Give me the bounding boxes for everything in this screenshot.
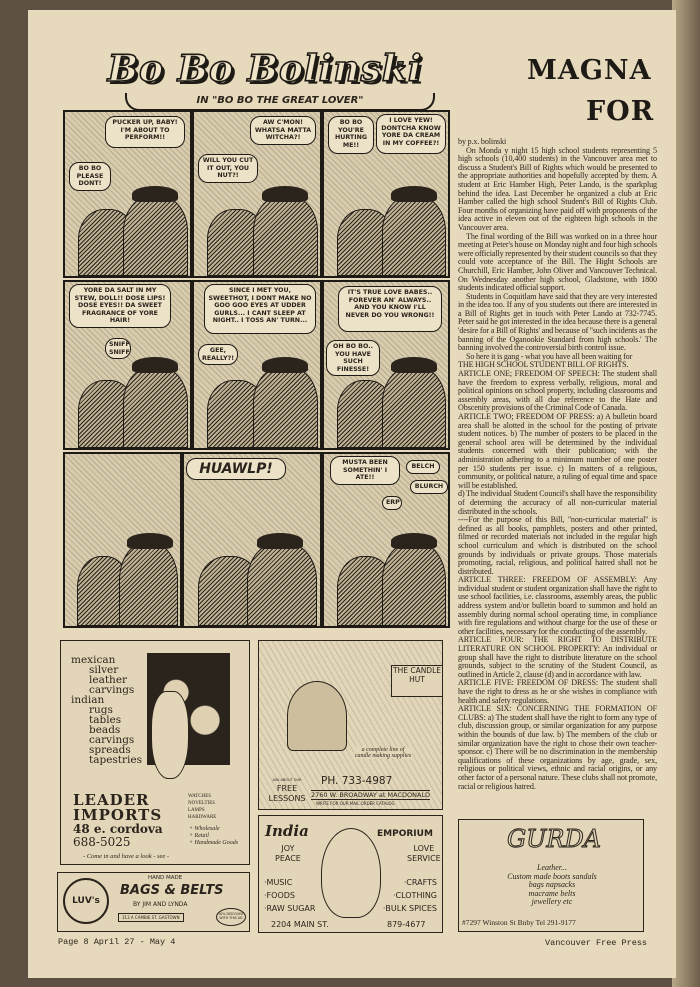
extra-item: NOVELTIES	[188, 801, 216, 806]
comic-subtitle: IN "BO BO THE GREAT LOVER"	[125, 93, 435, 111]
hat-icon	[132, 186, 178, 202]
luv-top: HAND MADE	[148, 875, 183, 881]
speech-bubble: PUCKER UP, BABY! I'M ABOUT TO PERFORM!!	[105, 116, 185, 148]
character-figure	[253, 366, 318, 448]
speech-bubble: IT'S TRUE LOVE BABES.. FOREVER AN' ALWAYS.. AND YOU KNOW I'LL NEVER DO YOU WRONG!!	[338, 286, 442, 332]
list-item: rugs	[89, 704, 113, 716]
india-phone: 879-4677	[387, 920, 426, 929]
india-item: ·FOODS	[264, 891, 295, 900]
india-items-left	[264, 876, 315, 915]
leader-phone: 688-5025	[73, 835, 131, 849]
character-figure	[382, 195, 446, 276]
india-item: ·CRAFTS	[403, 878, 437, 887]
services-list	[189, 826, 249, 847]
speech-bubble: OH BO BO.. YOU HAVE SUCH FINESSE!	[326, 340, 380, 376]
gurda-name: GURDA	[506, 825, 602, 853]
article-three: ARTICLE THREE: FREEDOM OF ASSEMBLY: Any individual student or student organization shall have the right to use school facilities, i.e. classrooms, assembly areas, the public address system and/or bulletin board to summon and hold an assembly during normal school operating time, in compliance with fire regulations and without charge for the use of these or other facilities, necessary for the conducting of the assembly.	[458, 575, 657, 636]
page-footer-left: Page 8 April 27 - May 4	[58, 937, 176, 947]
speech-bubble: AW C'MON! WHATSA MATTA WITCHA?!	[250, 116, 316, 145]
byline: by p.x. bolinski	[458, 137, 507, 146]
character-figure	[123, 366, 188, 448]
comic-panel	[63, 452, 182, 628]
india-address: 2204 MAIN ST.	[271, 920, 329, 929]
article	[458, 138, 657, 791]
comic-panel	[182, 452, 322, 628]
luv-address: 313 A CAMBIE ST. GASTOWN	[118, 913, 184, 922]
leader-address: 48 e. cordova	[73, 822, 163, 836]
comic-panel	[192, 280, 322, 450]
page-footer-right: Vancouver Free Press	[545, 938, 648, 948]
india-left-words	[275, 844, 301, 864]
comic-panel	[192, 110, 322, 278]
article-two: ARTICLE TWO; FREEDOM OF PRESS: a) A bulletin board area shall be alotted in the school for the posting of private student notices. b) The number of posters to be placed in the general school area will be determined by the individual students concerned with their publication; with the administration adhering to a minimum number of one poster per 150 students per issue. c) In matters of a religious, community, or political nature, a ruling of equal time and space will be established.	[458, 412, 657, 490]
comic-panel	[322, 452, 450, 628]
candle-catalog: WRITE FOR OUR MAIL ORDER CATALOG	[316, 801, 395, 806]
speech-bubble: GEE, REALLY?!	[198, 344, 238, 365]
luv-logo: LUV's	[63, 878, 109, 924]
speech-bubble: I LOVE YEW! DONTCHA KNOW YORE DA CREAM IN MY COFFEE?!	[376, 114, 446, 154]
india-item: ·RAW SUGAR	[264, 904, 316, 913]
speech-bubble: BELCH	[406, 460, 440, 474]
page-edge	[672, 0, 700, 987]
list-item: carvings	[89, 734, 135, 746]
character-figure	[119, 542, 179, 626]
article-paragraph: On Monda y night 15 high school students representing 5 high schools (10,400 students) in the Vancouver area met to discuss a Student's Bill of Rights which would be presented to the appropriate authorities and hopefully accepted by them. A student at Eric Hamber High, Peter Lando, is the sparkplug behind the idea. Last December he organized a club at Eric Hamber called the high school Student's Bill of Rights Club. Four months of organizing have paid off with proponents of the idea active in eleven out of the eighteen high schools in the Vancouver area.	[458, 145, 657, 232]
speech-bubble: ERP	[382, 496, 402, 510]
list-item: spreads	[89, 744, 131, 756]
hat-icon	[262, 186, 308, 202]
hat-icon	[391, 186, 437, 202]
luv-discount: 10% DISCOUNT WITH THIS AD	[216, 908, 246, 926]
candle-tagline: a complete line of candle making supplies	[354, 747, 412, 759]
speech-bubble: BO BO YOU'RE HURTING ME!!	[328, 116, 374, 154]
candle-hut-sign: THE CANDLE HUT	[391, 665, 443, 697]
candle-phone: PH. 733-4987	[321, 775, 393, 787]
hat-icon	[127, 533, 173, 549]
lotus-image	[321, 828, 381, 918]
speech-bubble: SINCE I MET YOU, SWEETHOT, I DONT MAKE NO GOO GOO EYES AT UDDER GURLS... I CANT SLEEP AT NIGHT.. I TOSS AN' TURN...	[204, 284, 316, 334]
india-item: ·CLOTHING	[392, 891, 437, 900]
comic-title: Bo Bo Bolinski	[107, 48, 423, 90]
gurda-line: Leather...	[537, 863, 567, 872]
india-item: ·MUSIC	[264, 878, 293, 887]
extra-item: LAMPS	[188, 808, 205, 813]
hat-icon	[391, 357, 437, 373]
leader-name: IMPORTS	[73, 806, 163, 824]
character-figure	[123, 195, 188, 276]
headline-line2: FOR	[586, 96, 655, 127]
speech-bubble: SNIFF SNIFF	[105, 338, 131, 359]
speech-bubble: YORE DA SALT IN MY STEW, DOLL!! DOSE LIPS! DOSE EYES!! DA SWEET FRAGRANCE OF YORE HAIR!	[69, 284, 171, 328]
extra-item: HARDWARE	[188, 815, 217, 820]
tree-house-image	[287, 681, 347, 751]
headline-line1: MAGNA	[527, 55, 652, 86]
india-items-right	[383, 876, 437, 915]
article-two-d: d) The individual Student Council's shall have the responsibility of determing the accuracy of all non-curricular material distributed in the schools.	[458, 489, 657, 516]
ask-label: ASK ABOUT OUR	[272, 778, 302, 782]
hat-icon	[262, 357, 308, 373]
hat-icon	[257, 533, 303, 549]
service-item: + Handmade Goods	[189, 840, 239, 846]
article-six: ARTICLE SIX: CONCERNING THE FORMATION OF CLUBS: a) The student shall have the right to form any type of club, discussion group, or similar organization for any purpose within the bounds of due law. b) The members of the club or similar organization have the right to chose their own teacher-sponsor. c) There will be no discrimination in the membership qualifications of these organizations by age, grade, sex, religious or political views, ethnic and racial origins, or any other factor of a personal nature. These clubs shall not promote, racial or religious hatred.	[458, 704, 657, 791]
article-five: ARTICLE FIVE: FREEDOM OF DRESS: The student shall have the right to dress as he or she wishes in compliance with health and safety regulations.	[458, 678, 657, 705]
service-item: + Retail	[189, 833, 209, 839]
india-word: PEACE	[275, 854, 301, 863]
speech-bubble: MUSTA BEEN SOMETHIN' I ATE!!	[330, 456, 400, 485]
article-paragraph: Students in Coquitlam have said that they are very interested in the idea too. If any of you students out there are interested in a Bill of Rights get in touch with Peter Lando at 732-7745. Peter said he got interested in the idea because there is a general 'desire for a Bill of Rights' and because of ''such incidents as the banning of the Oganookie Standard from high schools.' The banning involved the controversial birth control issue.	[458, 291, 657, 353]
article-one: ARTICLE ONE; FREEDOM OF SPEECH: The student shall have the freedom to express verbally, religious, moral and political opinions on school property, including classrooms and assembly areas, with all due reference to the Hate and Obscenity provisions of the Criminal Code of Canada.	[458, 369, 657, 413]
comic-panel	[63, 280, 192, 450]
luv-by: BY JIM AND LYNDA	[133, 901, 188, 908]
comic-panel	[322, 110, 450, 278]
list	[71, 665, 142, 695]
leader-name: LEADER	[73, 791, 150, 809]
article-paragraph: The final wording of the Bill was worked on in a three hour meeting at Peter's house on Monday night and four high schools were officially represented by their student councils so that they could vote acceptance of the Bill. The Hight Schools are Churchill, Eric Hamber, John Oliver and Vancouver Technical. On Wednesday another high school, Gladstone, with 1800 students indicated official support.	[458, 231, 657, 293]
article-four: ARTICLE FOUR: THE RIGHT TO DISTRIBUTE LITERATURE ON SCHOOL PROPERTY: An individual or group shall have the right to distribute literature on the school grounds, subject to the scrutiny of the Student Council, as outlined in Article 2, clause (d) and in accordance with law.	[458, 635, 657, 679]
india-name: India	[265, 822, 309, 840]
character-figure	[382, 366, 446, 448]
speech-bubble: BLURCH	[410, 480, 448, 494]
gurda-line: jewellery etc	[531, 897, 573, 906]
character-figure	[247, 542, 317, 626]
speech-bubble: WILL YOU CUT IT OUT, YOU NUT?!	[198, 154, 258, 183]
list-item: carvings	[89, 684, 135, 696]
list-head: indian	[71, 694, 105, 706]
gurda-line: Custom made boots sandals	[507, 871, 597, 881]
hat-icon	[132, 357, 178, 373]
gurda-line: bags napsacks	[528, 880, 576, 889]
list-item: silver	[89, 664, 119, 676]
leader-imports-ad	[60, 640, 250, 865]
list-item: tapestries	[89, 754, 143, 766]
hat-icon	[391, 533, 437, 549]
list	[71, 705, 142, 765]
bill-title: THE HIGH SCHOOL STUDENT BILL OF RIGHTS.	[458, 360, 629, 370]
extra-item: WATCHES	[188, 794, 212, 799]
india-right-words	[407, 844, 441, 864]
list-item: tables	[89, 714, 122, 726]
character-figure	[382, 542, 446, 626]
gurda-footer: #7297 Winston St Bnby Tel 291-9177	[462, 918, 576, 927]
gurda-ad	[458, 819, 644, 932]
list-item: leather	[89, 674, 128, 686]
india-word: LOVE	[413, 844, 435, 853]
luv-title: BAGS & BELTS	[120, 883, 224, 898]
speech-bubble: BO BO PLEASE DONT!	[69, 162, 111, 191]
luv-bags-ad	[57, 872, 250, 932]
list-head: mexican	[71, 654, 116, 666]
comic-panel	[63, 110, 192, 278]
emporium-name: EMPORIUM	[377, 829, 433, 839]
character-figure	[253, 195, 318, 276]
speech-bubble: HUAWLP!	[186, 458, 286, 480]
india-word: SERVICE	[407, 854, 441, 863]
free-lessons: FREE LESSONS	[268, 784, 306, 803]
list-item: beads	[89, 724, 121, 736]
india-item: ·BULK SPICES	[382, 904, 437, 913]
leader-tagline: - Come in and have a look - see -	[83, 853, 170, 860]
service-item: + Wholesale	[189, 826, 220, 832]
comic-panel	[322, 280, 450, 450]
article-paragraph: So here it is gang - what you have all been waiting for	[466, 351, 633, 361]
definition: ----For the purpose of this Bill, ''non-curricular material'' is defined as all books, pamphlets, posters and other printed, filmed or recorded materials not included in the regular high school curriculum and which is distributed on the school grounds by individuals or private groups. Those materials promoting, racial, religious, and political hatred shall not be distributed.	[458, 515, 657, 576]
vase-image	[151, 691, 189, 779]
candle-address: 2760 W. BROADWAY at MACDONALD	[311, 791, 431, 799]
extras-list	[188, 793, 216, 821]
gurda-line: macrame belts	[528, 888, 576, 898]
candle-hut-ad	[258, 640, 443, 810]
india-word: JOY	[281, 844, 295, 853]
india-emporium-ad	[258, 815, 443, 933]
